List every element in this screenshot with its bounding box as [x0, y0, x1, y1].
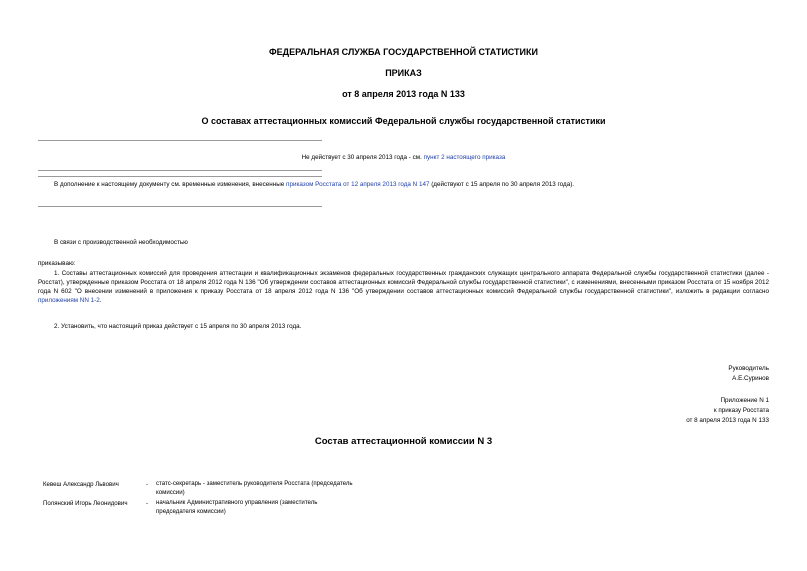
note-text: В дополнение к настоящему документу см. временные изменения, внесенные: [54, 181, 287, 188]
divider: [38, 176, 322, 177]
member-dash: -: [146, 481, 149, 488]
appendix-date: от 8 апреля 2013 года N 133: [686, 417, 769, 424]
note-link[interactable]: приказом Росстата от 12 апреля 2013 года N 147: [286, 181, 430, 188]
document-date: от 8 апреля 2013 года N 133: [342, 89, 465, 99]
status-text: Не действует с 30 апреля 2013 года - см.: [301, 154, 424, 161]
appendix-ref: к приказу Росстата: [713, 407, 769, 414]
status-link[interactable]: пункт 2 настоящего приказа: [423, 154, 506, 161]
divider: [38, 170, 322, 171]
paragraph-1-end: .: [99, 297, 102, 305]
signature-name: А.Е.Суринов: [732, 375, 769, 382]
appendix-title: Состав аттестационной комиссии N 3: [314, 436, 493, 447]
divider: [38, 206, 322, 207]
note-text-after: (действуют с 15 апреля по 30 апреля 2013 года).: [429, 181, 575, 188]
document-type: ПРИКАЗ: [385, 68, 422, 78]
amendment-note: [54, 180, 774, 189]
document-title: О составах аттестационных комиссий Федеральной службы государственной статистики: [201, 116, 606, 126]
organization-name: ФЕДЕРАЛЬНАЯ СЛУЖБА ГОСУДАРСТВЕННОЙ СТАТИСТИКИ: [269, 47, 538, 57]
member-role: начальник Административного управления (заместитель председателя комиссии): [156, 499, 318, 515]
member-name: Полянский Игорь Леонидович: [43, 500, 128, 507]
status-notice: [0, 153, 807, 162]
paragraph-2: 2. Установить, что настоящий приказ действует с 15 апреля по 30 апреля 2013 года.: [54, 323, 302, 330]
intro-text: В связи с производственной необходимостью: [54, 239, 188, 246]
member-name: Кевеш Александр Львович: [43, 481, 119, 488]
order-word: приказываю:: [38, 260, 76, 267]
appendix-label: Приложение N 1: [720, 397, 769, 404]
signature-position: Руководитель: [728, 365, 769, 372]
divider: [38, 140, 322, 141]
appendix-link[interactable]: приложениям NN 1-2: [38, 297, 100, 305]
member-dash: -: [146, 500, 149, 507]
paragraph-1-text: 1. Составы аттестационных комиссий для проведения аттестации и квалификационных экзаменов федеральных государственных гражданских служащих центрального аппарата Федеральной службы государственной статистики (далее - Росстат), утвержденные приказом Росстата от 18 апреля 2012 года N 136 "Об утверждении составов аттестационных комиссий Федеральной службы государственной статистики", с изменениями, внесенными приказом Росстата от 15 ноября 2012 года N 602 "О внесении изменений в приложения к приказу Росстата от 18 апреля 2012 года N 136 "Об утверждении составов аттестационных комиссий Федеральной службы государственной статистики", изложить в редакции согласно: [38, 270, 769, 296]
member-role: статс-секретарь - заместитель руководителя Росстата (председатель комиссии): [156, 480, 353, 496]
paragraph-1: [38, 269, 769, 305]
